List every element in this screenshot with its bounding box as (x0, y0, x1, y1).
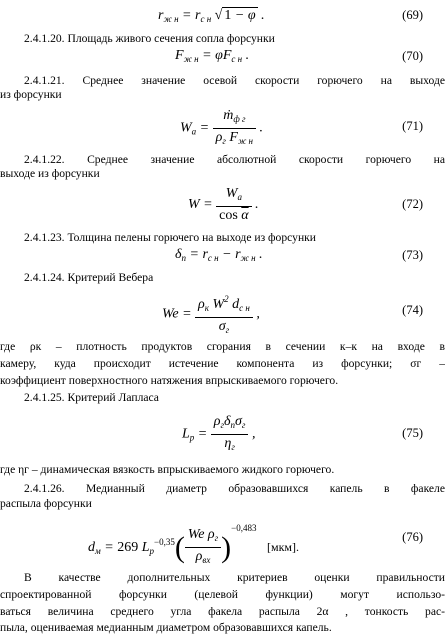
formula-72: W = $\frac{W_a}{\cos \overline{\alpha}}$ . (188, 186, 259, 223)
equation-number: (72) (402, 197, 423, 211)
unit-label: [мкм]. (266, 540, 299, 554)
section-2-4-1-25: 2.4.1.25. Критерий Лапласа (24, 391, 159, 404)
section-2-4-1-21-line2: из форсунки (0, 88, 62, 101)
paragraph-1-line2: камеру, куда происходит истечение компонента из форсунки; σг – (0, 357, 445, 370)
exponent-2: −0,483 (231, 523, 257, 533)
section-2-4-1-21-line1: 2.4.1.21. Среднее значение осевой скорости горючего на выходе (24, 74, 445, 87)
paragraph-3-line1: В качестве дополнительных критериев оценки правильности (24, 571, 445, 584)
paragraph-2: где ηг – динамическая вязкость впрыскиваемого жидкого горючего. (0, 463, 335, 476)
equation-75 (0, 411, 445, 453)
formula-73: $\delta_п = r_{с н} - r_{ж н}$ . (175, 247, 263, 263)
equation-69 (0, 4, 445, 28)
equation-number: (70) (402, 49, 423, 63)
paragraph-1-line3: коэффициент поверхностного натяжения впрыскиваемого горючего. (0, 374, 339, 387)
formula-74: We = $\frac{\rho_к W^2 d_{с н}}{\sigma_г}$ , (162, 291, 260, 338)
equation-70 (0, 45, 445, 67)
equation-number: (75) (402, 426, 423, 440)
formula-76: $d_м = 269$ $L_p^{-0,35}$( $\frac{We \rho_г}{\rho_{вх}}$ )$^{-0,483}$ [мкм]. (88, 523, 299, 566)
equation-number: (71) (402, 119, 423, 133)
section-2-4-1-22-line2: выходе из форсунки (0, 167, 100, 180)
section-2-4-1-26-line1: 2.4.1.26. Медианный диаметр образовавшихся капель в факеле (24, 482, 445, 495)
coefficient: 269 (117, 540, 139, 555)
section-2-4-1-26-line2: распыла форсунки (0, 497, 92, 510)
paragraph-3-line3: ваться величина среднего угла факела распыла 2α , тонкость рас- (0, 605, 445, 618)
section-2-4-1-23: 2.4.1.23. Толщина пелены горючего на выходе из форсунки (24, 231, 316, 244)
equation-number: (69) (402, 8, 423, 22)
formula-71: $W_a$ = $\frac{ṁ_{ф г}}{\rho_г F_{ж н}}$ . (180, 108, 264, 146)
equation-number: (74) (402, 303, 423, 317)
equation-73 (0, 244, 445, 266)
equation-71 (0, 106, 445, 146)
paragraph-1-line1: где ρк – плотность продуктов сгорания в сечении к–к на входе в (0, 340, 445, 353)
section-2-4-1-24: 2.4.1.24. Критерий Вебера (24, 271, 154, 284)
paragraph-3-line2: спроектированной форсунки (целевой функции) могут использо- (0, 588, 445, 601)
equation-number: (76) (402, 530, 423, 544)
section-2-4-1-22-line1: 2.4.1.22. Среднее значение абсолютной скорости горючего на (24, 153, 445, 166)
equation-72 (0, 184, 445, 224)
formula-69: $r_{ж н} = r_{с н}$ √ 1 − φ . (158, 8, 265, 24)
formula-75: $L_p$ = $\frac{\rho_г\delta_п\sigma_г}{\eta_г}$ , (182, 414, 256, 452)
section-2-4-1-20: 2.4.1.20. Площадь живого сечения сопла форсунки (24, 32, 275, 45)
formula-70: $F_{ж н} = \varphi F_{с н}$ . (175, 48, 250, 64)
paragraph-3-line4: пыла, оцениваемая медианным диаметром образовавшихся капель. (0, 621, 332, 634)
exponent-1: −0,35 (154, 537, 175, 547)
equation-number: (73) (402, 248, 423, 262)
equation-74 (0, 288, 445, 335)
equation-76 (0, 512, 445, 566)
